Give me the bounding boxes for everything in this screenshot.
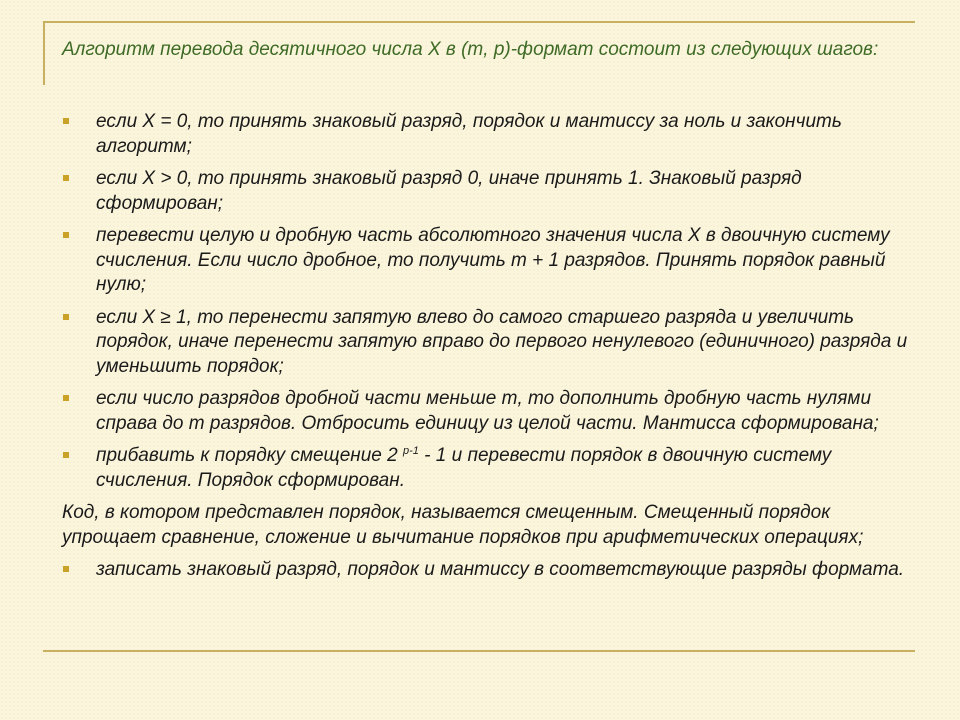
- list-item: [62, 558, 912, 583]
- list-item-text-after: - 1 и перевести порядок в двоичную систему счисления. Порядок сформирован.: [96, 445, 832, 491]
- square-bullet-icon: [63, 395, 69, 401]
- bottom-rule: [43, 650, 915, 652]
- list-item: [62, 224, 912, 298]
- square-bullet-icon: [63, 314, 69, 320]
- list-item: [62, 387, 912, 436]
- list-item-text: если X = 0, то принять знаковый разряд, порядок и мантиссу за ноль и закончить алгоритм;: [96, 111, 842, 157]
- list-item-text: [96, 445, 831, 491]
- list-item-text: если число разрядов дробной части меньше m, то дополнить дробную часть нулями справа до m разрядов. Отбросить единицу из целой части. Мантисса сформирована;: [96, 388, 879, 434]
- square-bullet-icon: [63, 232, 69, 238]
- list-item: [62, 167, 912, 216]
- list-item: [62, 110, 912, 159]
- list-item-text-before: прибавить к порядку смещение 2: [96, 445, 403, 466]
- list-item: [62, 444, 912, 493]
- paragraph: Код, в котором представлен порядок, называется смещенным. Смещенный порядок упрощает сравнение, сложение и вычитание порядков при арифметических операциях;: [62, 502, 864, 548]
- square-bullet-icon: [63, 118, 69, 124]
- list-item-text: записать знаковый разряд, порядок и мантиссу в соответствующие разряды формата.: [96, 559, 905, 580]
- list-item: [62, 306, 912, 380]
- left-rule: [43, 21, 45, 85]
- list-item-text: перевести целую и дробную часть абсолютного значения числа X в двоичную систему счисления. Если число дробное, то получить m + 1 разрядов. Принять порядок равный нулю;: [96, 225, 890, 295]
- slide-title: Алгоритм перевода десятичного числа X в (m, p)-формат состоит из следующих шагов:: [62, 39, 879, 60]
- square-bullet-icon: [63, 175, 69, 181]
- top-rule: [43, 21, 915, 23]
- slide-content: [62, 110, 912, 591]
- list-item-text: если X ≥ 1, то перенести запятую влево до самого старшего разряда и увеличить порядок, иначе перенести запятую вправо до первого ненулевого (единичного) разряда и уменьшить порядок;: [96, 306, 908, 377]
- list-item-text: если X > 0, то принять знаковый разряд 0, иначе принять 1. Знаковый разряд сформирован;: [96, 168, 802, 214]
- exponent: p-1: [403, 445, 419, 457]
- square-bullet-icon: [63, 566, 69, 572]
- square-bullet-icon: [63, 452, 69, 458]
